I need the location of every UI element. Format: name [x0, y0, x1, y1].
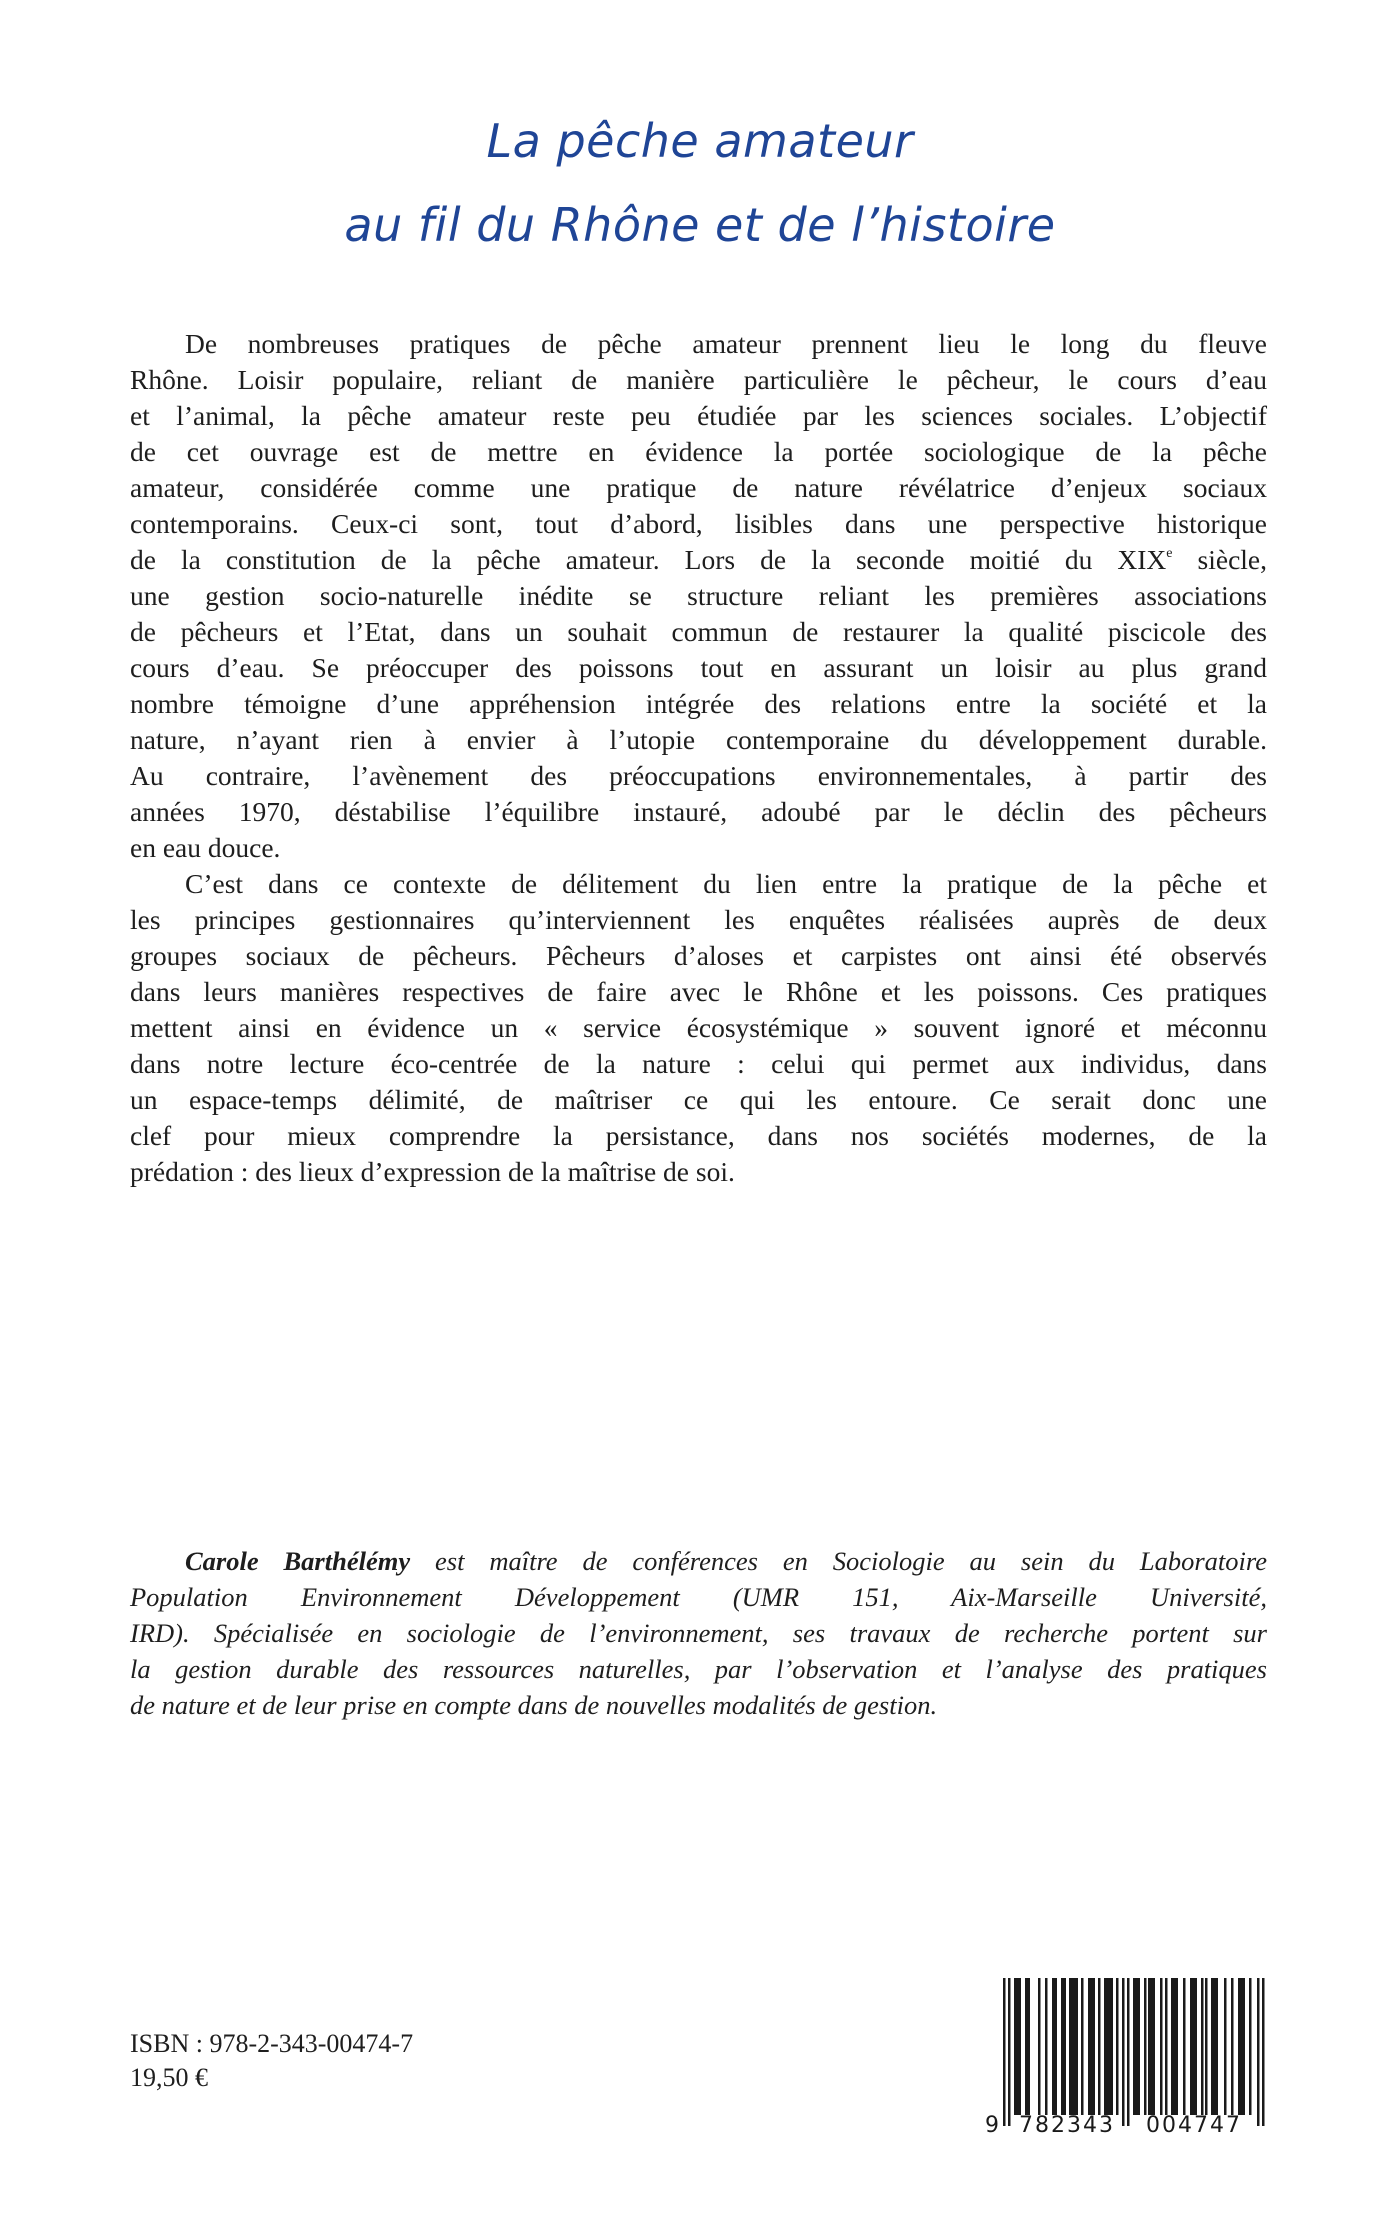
summary-line: clef pour mieux comprendre la persistance, dans nos sociétés modernes, de la [130, 1120, 1267, 1151]
summary-line: contemporains. Ceux-ci sont, tout d’abord, lisibles dans une perspective historique [130, 508, 1267, 539]
century-superscript: e [1166, 546, 1173, 561]
summary-line: De nombreuses pratiques de pêche amateur prennent lieu le long du fleuve [185, 328, 1267, 359]
isbn-label: ISBN : 978-2-343-00474-7 [130, 2029, 414, 2058]
summary-line: Au contraire, l’avènement des préoccupations environnementales, à partir des [130, 760, 1267, 791]
century-suffix: siècle, [1172, 544, 1268, 575]
summary-line: C’est dans ce contexte de délitement du lien entre la pratique de la pêche et [185, 868, 1267, 899]
bio-line-first [130, 1543, 1267, 1579]
isbn-barcode [985, 1978, 1275, 2138]
author-bio [130, 1543, 1267, 1723]
author-name: Carole Barthélémy [185, 1546, 411, 1576]
summary-line: cours d’eau. Se préoccuper des poissons tout en assurant un loisir au plus grand [130, 652, 1267, 683]
summary-line: prédation : des lieux d’expression de la maîtrise de soi. [130, 1156, 735, 1187]
summary-line: amateur, considérée comme une pratique de nature révélatrice d’enjeux sociaux [130, 472, 1267, 503]
barcode-lead-digit: 9 [985, 2113, 999, 2138]
summary-line: les principes gestionnaires qu’interviennent les enquêtes réalisées auprès de deux [130, 904, 1267, 935]
publication-info [130, 2027, 413, 2095]
price-label: 19,50 € [130, 2063, 208, 2092]
summary-line: dans leurs manières respectives de faire avec le Rhône et les poissons. Ces pratiques [130, 976, 1267, 1007]
book-summary [130, 326, 1267, 1190]
summary-line: en eau douce. [130, 832, 281, 863]
summary-line-century [130, 542, 1267, 578]
summary-line: dans notre lecture éco-centrée de la nature : celui qui permet aux individus, dans [130, 1048, 1267, 1079]
summary-line: une gestion socio-naturelle inédite se structure reliant les premières associations [130, 580, 1267, 611]
summary-line: nature, n’ayant rien à envier à l’utopie contemporaine du développement durable. [130, 724, 1267, 755]
summary-line: groupes sociaux de pêcheurs. Pêcheurs d’aloses et carpistes ont ainsi été observés [130, 940, 1267, 971]
summary-line: de pêcheurs et l’Etat, dans un souhait commun de restaurer la qualité piscicole des [130, 616, 1267, 647]
barcode-right-digits: 004747 [1146, 2113, 1242, 2138]
summary-line: un espace-temps délimité, de maîtriser ce qui les entoure. Ce serait donc une [130, 1084, 1267, 1115]
summary-line: Rhône. Loisir populaire, reliant de manière particulière le pêcheur, le cours d’eau [130, 364, 1267, 395]
summary-line: de cet ouvrage est de mettre en évidence la portée sociologique de la pêche [130, 436, 1267, 467]
summary-line: mettent ainsi en évidence un « service écosystémique » souvent ignoré et méconnu [130, 1012, 1267, 1043]
book-title-line-2: au fil du Rhône et de l’histoire [344, 198, 1056, 252]
summary-line-text: de la constitution de la pêche amateur. Lors de la seconde moitié du XIX [130, 544, 1167, 575]
barcode-left-digits: 782343 [1019, 2113, 1115, 2138]
bio-line: IRD). Spécialisée en sociologie de l’environnement, ses travaux de recherche portent sur [130, 1618, 1267, 1648]
bio-line: la gestion durable des ressources naturelles, par l’observation et l’analyse des pratiques [130, 1654, 1267, 1684]
bio-line-text: est maître de conférences en Sociologie au sein du Laboratoire [410, 1546, 1267, 1576]
book-title-line-1: La pêche amateur [486, 114, 914, 168]
bio-line: de nature et de leur prise en compte dans de nouvelles modalités de gestion. [130, 1690, 938, 1720]
bio-line: Population Environnement Développement (UMR 151, Aix-Marseille Université, [130, 1582, 1267, 1612]
summary-line: années 1970, déstabilise l’équilibre instauré, adoubé par le déclin des pêcheurs [130, 796, 1267, 827]
summary-line: et l’animal, la pêche amateur reste peu étudiée par les sciences sociales. L’objectif [130, 400, 1267, 431]
summary-line: nombre témoigne d’une appréhension intégrée des relations entre la société et la [130, 688, 1267, 719]
